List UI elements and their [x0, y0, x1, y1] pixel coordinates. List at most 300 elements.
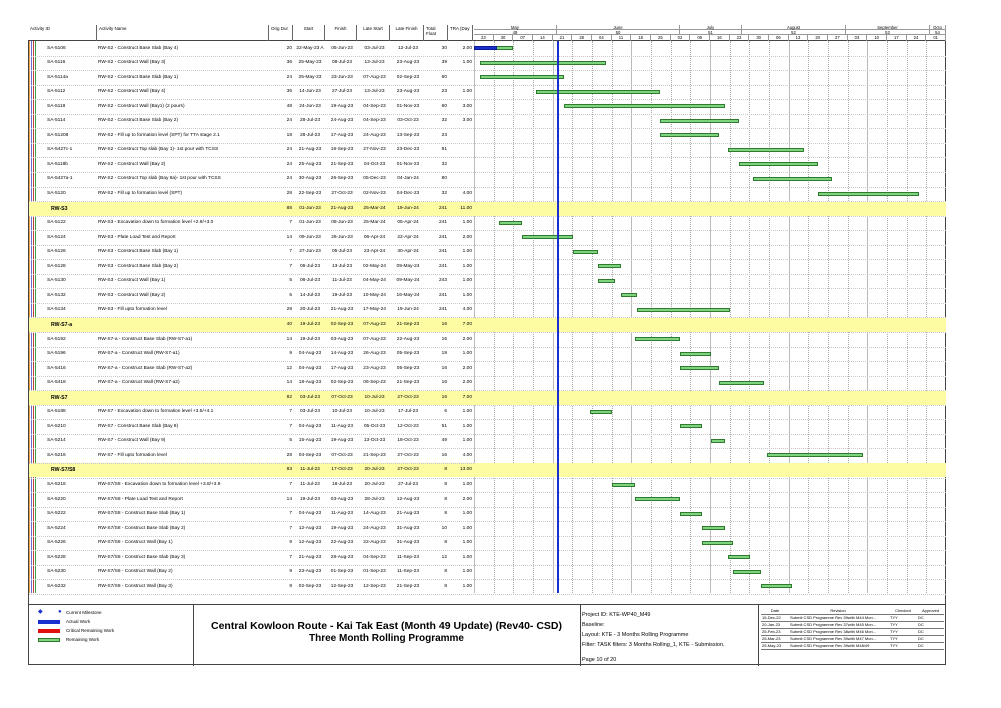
cell-dur: 5 — [289, 438, 292, 444]
cell-id: SA-5196 — [47, 351, 66, 357]
activity-bar[interactable] — [728, 148, 804, 152]
table-row[interactable] — [29, 143, 474, 157]
project-info — [580, 605, 759, 666]
activity-bar[interactable] — [728, 555, 751, 559]
cell-finish: 26-Sep-23 — [330, 176, 354, 182]
cell-tf: 39 — [441, 60, 447, 66]
cell-finish: 27-Oct-23 — [331, 191, 353, 196]
timescale-day: 09 — [690, 35, 710, 41]
col-start[interactable]: Start — [293, 25, 325, 41]
cell-tra: 2.00 — [462, 336, 472, 342]
cell-start: 19-Jul-23 — [300, 336, 320, 342]
row-divider — [29, 85, 946, 86]
timescale-day: 13 — [789, 35, 809, 41]
cell-dur: 28 — [286, 452, 292, 458]
timescale-day: 02 — [671, 35, 691, 41]
row-divider — [29, 245, 946, 246]
timescale-day: 01 — [926, 35, 946, 41]
table-row[interactable] — [29, 376, 474, 390]
cell-dur: 14 — [286, 336, 292, 342]
table-row[interactable] — [29, 172, 474, 186]
activity-bar[interactable] — [711, 439, 725, 443]
cell-finish: 19-Aug-23 — [330, 438, 354, 444]
activity-bar[interactable] — [660, 119, 739, 123]
cell-ls: 03-Jul-23 — [364, 45, 385, 51]
table-row[interactable] — [29, 493, 474, 507]
cell-finish: 26-Jun-23 — [331, 234, 353, 240]
cell-id: RW-S7-a — [51, 321, 73, 328]
page-number: Page 10 of 20 — [582, 657, 617, 663]
cell-name: RW-S7-a - Construct Base Slab (RW-S7-a2) — [98, 365, 193, 371]
cell-finish: 17-Oct-23 — [331, 467, 353, 473]
table-row[interactable] — [29, 42, 474, 56]
activity-bar[interactable] — [573, 250, 598, 254]
cell-ls: 20-Jul-23 — [364, 482, 385, 487]
table-row[interactable] — [29, 507, 474, 521]
table-row[interactable] — [29, 274, 474, 288]
table-row[interactable] — [29, 245, 474, 259]
wbs-band-row[interactable] — [29, 202, 474, 216]
activity-bar[interactable] — [761, 584, 792, 588]
timescale-month: August — [742, 25, 846, 30]
cell-id: SA-5427a-1 — [47, 176, 73, 182]
table-row[interactable] — [29, 231, 474, 245]
cell-dur: 24 — [286, 147, 292, 153]
activity-bar[interactable] — [564, 104, 725, 108]
cell-dur: 36 — [286, 60, 292, 66]
activity-bar[interactable] — [522, 235, 573, 239]
cell-tf: 243 — [438, 278, 447, 284]
cell-id: RW-S7 — [51, 394, 68, 401]
cell-tf: 80 — [441, 176, 447, 182]
timescale-day: 20 — [808, 35, 828, 41]
cell-dur: 28 — [286, 191, 292, 196]
cell-ls: 23-Apr-24 — [363, 249, 386, 255]
cell-start: 27-Jun-23 — [299, 249, 321, 255]
activity-bar[interactable] — [660, 133, 719, 137]
cell-ls: 10-Jul-23 — [364, 394, 385, 400]
cell-id: SA-5427c-1 — [47, 147, 73, 153]
cell-start: 18-Aug-23 — [298, 380, 322, 386]
cell-ls: 23-Aug-23 — [363, 365, 386, 371]
cell-id: SA-5220 — [47, 496, 66, 502]
cell-tf: 8 — [444, 583, 447, 589]
table-row[interactable] — [29, 100, 474, 114]
cell-start: 24-Jun-23 — [299, 103, 321, 109]
cell-tf: 23 — [441, 132, 447, 138]
cell-lf: 09-May-24 — [396, 263, 420, 269]
activity-bar[interactable] — [680, 366, 719, 370]
cell-ls: 07-Aug-23 — [363, 74, 386, 80]
table-header — [28, 25, 946, 41]
cell-tf: 10 — [441, 525, 447, 531]
cell-tra: 1.00 — [462, 249, 472, 255]
row-divider — [29, 128, 946, 129]
cell-dur: 5 — [289, 278, 292, 284]
cell-finish: 17-Aug-23 — [330, 365, 354, 371]
table-row[interactable] — [29, 551, 474, 565]
table-row[interactable] — [29, 434, 474, 448]
activity-bar[interactable] — [680, 352, 711, 356]
timescale-day: 16 — [710, 35, 730, 41]
cell-finish: 21-Aug-23 — [330, 205, 354, 211]
activity-bar[interactable] — [499, 221, 522, 225]
table-row[interactable] — [29, 216, 474, 230]
activity-bar[interactable] — [753, 177, 832, 181]
row-divider — [29, 70, 946, 71]
milestone-filled-icon: ● — [58, 609, 62, 615]
cell-lf: 21-Sep-23 — [396, 321, 420, 327]
col-total-float[interactable]: Total Float — [424, 25, 448, 41]
cell-start: 22-Sep-23 — [298, 191, 322, 196]
cell-tra: 11.00 — [460, 205, 472, 211]
cell-dur: 9 — [289, 540, 292, 546]
wbs-band-row[interactable] — [29, 318, 474, 332]
cell-tf: 241 — [438, 263, 447, 269]
cell-tra: 2.00 — [462, 496, 472, 502]
revision-cell: DC — [918, 615, 924, 620]
timescale-month: May — [474, 25, 557, 30]
cell-start: 23-Aug-23 — [298, 569, 322, 575]
timescale-day: 24 — [907, 35, 927, 41]
cell-start: 04-Aug-23 — [298, 365, 322, 371]
timescale-day: 10 — [867, 35, 887, 41]
cell-start: 04-Aug-23 — [298, 351, 322, 357]
cell-lf: 09-May-24 — [396, 278, 420, 284]
timescale-week: 54 — [930, 30, 946, 35]
cell-ls: 25-Mar-24 — [363, 205, 386, 211]
activity-bar[interactable] — [637, 308, 730, 312]
cell-name: RW-S2 - Construct Top slab (Bay 1)- 1st pour with TCSS — [98, 147, 219, 153]
cell-lf: 01-Nov-23 — [396, 103, 420, 109]
cell-tra: 1.00 — [462, 263, 472, 269]
critical-swatch — [38, 629, 60, 633]
cell-ls: 06-Sep-23 — [363, 380, 386, 386]
wbs-band-fill — [474, 318, 946, 332]
cell-finish: 05-Jun-23 — [331, 45, 353, 51]
cell-lf: 13-Sep-23 — [396, 132, 420, 138]
cell-id: SA-5126 — [47, 249, 66, 255]
row-divider — [29, 187, 946, 188]
cell-start: 02-Sep-23 — [298, 583, 322, 589]
revision-header-cell: Date — [770, 608, 780, 613]
col-finish[interactable]: Finish — [325, 25, 357, 41]
cell-id: SA-51208 — [47, 132, 69, 138]
cell-lf: 19-Jun-24 — [397, 307, 419, 313]
table-row[interactable] — [29, 420, 474, 434]
cell-lf: 04-Dec-23 — [396, 191, 420, 196]
cell-dur: 9 — [289, 351, 292, 357]
activity-bar[interactable] — [480, 61, 607, 65]
table-row[interactable] — [29, 565, 474, 579]
cell-start: 19-Jul-23 — [300, 496, 320, 502]
cell-finish: 10-Jul-23 — [332, 409, 352, 415]
cell-finish: 16-Sep-23 — [330, 147, 354, 153]
cell-name: RW-S7/S8 - Construct Base Slab (Bay 2) — [98, 525, 186, 531]
timescale-week: 50 — [557, 30, 680, 35]
data-date-line — [557, 41, 559, 593]
revision-header-cell: Checked — [895, 608, 911, 613]
table-row[interactable] — [29, 289, 474, 303]
cell-start: 04-Aug-23 — [298, 423, 322, 429]
activity-bar[interactable] — [598, 264, 621, 268]
revision-cell: Submit CSD Programme Rev 37with M45 Mon... — [790, 622, 877, 627]
wbs-band-row[interactable] — [29, 463, 474, 477]
cell-lf: 03-Oct-23 — [397, 118, 419, 124]
cell-name: RW-S7-a - Construct Base Slab (RW-S7-a1) — [98, 336, 193, 342]
cell-lf: 18-Oct-23 — [397, 438, 419, 444]
revision-cell: Submit CSD Programme Rev 39with M44 Mon... — [790, 615, 877, 620]
row-divider — [29, 303, 946, 304]
cell-start: 25-May-23 — [298, 60, 322, 66]
table-row[interactable] — [29, 522, 474, 536]
col-late-finish[interactable]: Late Finish — [390, 25, 424, 41]
row-divider — [29, 361, 946, 362]
cell-dur: 12 — [286, 365, 292, 371]
cell-name: RW-S7/S8 - Excavation down to formation level +3.8/+3.9 — [98, 482, 221, 487]
cell-ls: 24-Aug-23 — [363, 132, 386, 138]
row-divider — [29, 376, 946, 377]
row-divider — [29, 521, 946, 522]
cell-tra: 13.00 — [459, 467, 472, 473]
cell-lf: 17-Jul-23 — [398, 409, 418, 415]
col-activity-id[interactable]: Activity ID — [28, 25, 97, 41]
cell-ls: 05-Oct-23 — [363, 423, 386, 429]
cell-tf: 8 — [444, 569, 447, 575]
filter-name: Filter: TASK filters: 3 Months Rolling_1, KTE - Submission. — [582, 642, 725, 648]
table-row[interactable] — [29, 129, 474, 143]
cell-name: RW-S3 - Fill upto formation level — [98, 307, 167, 313]
cell-ls: 02-Nov-23 — [363, 191, 386, 196]
cell-dur: 24 — [286, 74, 292, 80]
cell-start: 25-May-23 — [298, 74, 322, 80]
cell-tf: 51 — [441, 423, 447, 429]
col-activity-name[interactable]: Activity Name — [97, 25, 269, 41]
cell-lf: 30-Apr-24 — [397, 249, 419, 255]
cell-lf: 31-Aug-23 — [396, 540, 420, 546]
table-row[interactable] — [29, 405, 474, 419]
cell-lf: 22-Aug-23 — [396, 336, 420, 342]
cell-name: RW-S7/S8 - Construct Base Slab (Bay 3) — [98, 554, 186, 560]
cell-tra: 1.00 — [462, 482, 472, 487]
row-divider — [29, 230, 946, 231]
cell-name: RW-S7/S8 - Construct Base Slab (Bay 1) — [98, 511, 186, 517]
activity-bar[interactable] — [767, 453, 863, 457]
revision-cell: TYY — [890, 643, 898, 648]
cell-tra: 1.00 — [462, 351, 472, 357]
table-row[interactable] — [29, 56, 474, 70]
cell-lf: 21-Aug-23 — [396, 511, 420, 517]
cell-ls: 04-Sep-23 — [363, 103, 386, 109]
cell-tra: 2.00 — [462, 365, 472, 371]
table-row[interactable] — [29, 303, 474, 317]
cell-dur: 14 — [286, 380, 292, 386]
revision-cell: 25-Feb-23 — [762, 629, 781, 634]
cell-id: RW-S3 — [51, 205, 68, 212]
activity-bar[interactable] — [590, 410, 613, 414]
cell-finish: 28-Aug-23 — [330, 554, 354, 560]
cell-ls: 22-Aug-23 — [363, 540, 386, 546]
cell-tra: 1.00 — [462, 423, 472, 429]
table-row[interactable] — [29, 580, 474, 594]
table-row[interactable] — [29, 187, 474, 201]
cell-tra: 3.00 — [462, 103, 472, 109]
activity-bar[interactable] — [680, 512, 703, 516]
activity-bar[interactable] — [480, 75, 565, 79]
cell-finish: 19-Jul-23 — [332, 292, 352, 298]
cell-finish: 14-Aug-23 — [330, 351, 354, 357]
cell-ls: 26-Aug-23 — [363, 351, 386, 357]
cell-id: SA-5106 — [47, 45, 66, 51]
cell-start: 11-Jul-23 — [300, 467, 320, 473]
table-row[interactable] — [29, 114, 474, 128]
cell-name: RW-S2 - Construct Wall (Bay1) (2 pours) — [98, 103, 185, 109]
cell-start: 21-Aug-23 — [298, 554, 322, 560]
cell-tra: 1.00 — [462, 511, 472, 517]
cell-id: SA-5210 — [47, 423, 66, 429]
timescale-day: 18 — [631, 35, 651, 41]
activity-bar[interactable] — [612, 483, 635, 487]
cell-lf: 31-Aug-23 — [396, 525, 420, 531]
cell-id: SA-5122 — [47, 220, 66, 226]
cell-start: 03-Jul-23 — [300, 394, 320, 400]
cell-ls: 10-May-24 — [363, 292, 386, 298]
cell-tf: 12 — [441, 554, 447, 560]
cell-tra: 7.00 — [462, 321, 472, 327]
table-row[interactable] — [29, 347, 474, 361]
activity-bar[interactable] — [635, 497, 680, 501]
activity-bar[interactable] — [621, 293, 638, 297]
cell-dur: 24 — [286, 161, 292, 167]
cell-finish: 19-Aug-23 — [330, 525, 354, 531]
cell-tf: 8 — [444, 540, 447, 546]
cell-ls: 24-Aug-23 — [363, 525, 386, 531]
activity-bar[interactable] — [719, 381, 764, 385]
col-orig-dur[interactable]: Orig Dur — [269, 25, 293, 41]
timescale-day: 14 — [533, 35, 553, 41]
cell-name: RW-S7/S8 - Plate Load Test and Report — [98, 496, 183, 502]
cell-dur: 7 — [289, 249, 292, 255]
cell-ls: 06-Apr-24 — [363, 234, 386, 240]
cell-id: SA-5188 — [47, 409, 66, 415]
timescale-day: 03 — [848, 35, 868, 41]
cell-lf: 19-Jun-24 — [397, 205, 419, 211]
cell-dur: 24 — [286, 118, 292, 124]
cell-id: SA-5416 — [47, 365, 66, 371]
cell-lf: 16-May-24 — [396, 292, 420, 298]
row-divider — [29, 99, 946, 100]
wbs-band-fill — [474, 202, 946, 216]
activity-bar[interactable] — [702, 541, 733, 545]
revision-cell: Submit CSD Programme Rev 39with M48/49 — [790, 643, 870, 648]
table-row[interactable] — [29, 362, 474, 376]
table-row[interactable] — [29, 260, 474, 274]
table-row[interactable] — [29, 85, 474, 99]
cell-lf: 23-Aug-23 — [396, 89, 420, 95]
cell-lf: 12-Aug-23 — [396, 496, 420, 502]
cell-tra: 1.00 — [462, 554, 472, 560]
activity-bar[interactable] — [536, 90, 660, 94]
activity-bar[interactable] — [635, 337, 680, 341]
cell-ls: 12-Sep-23 — [363, 583, 386, 589]
cell-lf: 27-Jul-23 — [398, 482, 418, 487]
timescale-week: 53 — [846, 30, 930, 35]
activity-bar[interactable] — [818, 192, 919, 196]
revision-cell: DC — [918, 643, 924, 648]
wbs-band-fill — [474, 463, 946, 477]
cell-ls: 07-Aug-23 — [363, 321, 386, 327]
report-subtitle: Three Month Rolling Programme — [308, 633, 464, 644]
table-row[interactable] — [29, 536, 474, 550]
table-row[interactable] — [29, 158, 474, 172]
legend: ◆ ● Current Milestone Actual Work Critical Remaining Work Remaining Work — [28, 605, 194, 666]
footer — [28, 604, 946, 666]
cell-id: SA-5224 — [47, 525, 66, 531]
cell-tf: 241 — [438, 205, 447, 211]
cell-tra: 1.00 — [462, 438, 472, 444]
cell-lf: 12-Jul-23 — [398, 45, 418, 51]
activity-bar[interactable] — [739, 162, 818, 166]
col-late-start[interactable]: Late Start — [357, 25, 390, 41]
cell-id: SA-5226 — [47, 540, 66, 546]
cell-ls: 14-Aug-23 — [363, 511, 386, 517]
cell-id: SA-5418 — [47, 380, 66, 386]
cell-lf: 05-Sep-23 — [396, 351, 420, 357]
cell-dur: 7 — [289, 525, 292, 531]
cell-id: SA-5192 — [47, 336, 66, 342]
table-row[interactable] — [29, 333, 474, 347]
activity-bar[interactable] — [680, 424, 703, 428]
wbs-band-row[interactable] — [29, 391, 474, 405]
activity-bar[interactable] — [702, 526, 725, 530]
activity-bar[interactable] — [598, 279, 615, 283]
table-row[interactable] — [29, 478, 474, 492]
col-tra[interactable]: TRA (Day — [448, 25, 473, 41]
cell-start: 28-Jul-23 — [300, 118, 320, 124]
cell-name: RW-S7 - Construct Wall (Bay 9) — [98, 438, 166, 444]
cell-finish: 23-Jun-23 — [331, 74, 353, 80]
cell-tf: 60 — [441, 74, 447, 80]
cell-name: RW-S3 - Construct Base Slab (Bay 1) — [98, 249, 179, 255]
revision-header-cell: Approved — [921, 608, 940, 613]
cell-finish: 24-Aug-23 — [330, 118, 354, 124]
cell-finish: 05-Jul-23 — [332, 249, 352, 255]
cell-dur: 20 — [286, 45, 292, 51]
cell-ls: 04-May-24 — [363, 278, 386, 284]
cell-lf: 12-Oct-23 — [397, 423, 419, 429]
cell-id: SA-5214 — [47, 438, 66, 444]
cell-dur: 5 — [289, 292, 292, 298]
table-row[interactable] — [29, 449, 474, 463]
table-row[interactable] — [29, 71, 474, 85]
cell-lf: 21-Sep-23 — [396, 583, 420, 589]
cell-tf: 8 — [444, 482, 447, 487]
cell-lf: 27-Oct-23 — [397, 467, 419, 473]
cell-id: SA-5128 — [47, 263, 66, 269]
timescale-day: 30 — [749, 35, 769, 41]
remaining-swatch — [38, 638, 60, 642]
cell-tra: 4.00 — [462, 307, 472, 313]
cell-ls: 20-Jul-23 — [364, 467, 385, 473]
cell-tf: 16 — [441, 380, 447, 386]
cell-lf: 05-Apr-24 — [397, 220, 419, 226]
cell-tf: 60 — [441, 103, 447, 109]
cell-start: 30-Aug-23 — [298, 176, 322, 182]
cell-start: 12-Aug-23 — [298, 525, 322, 531]
cell-dur: 7 — [289, 263, 292, 269]
timescale-month: Octo — [930, 25, 946, 30]
activity-bar[interactable] — [733, 570, 761, 574]
